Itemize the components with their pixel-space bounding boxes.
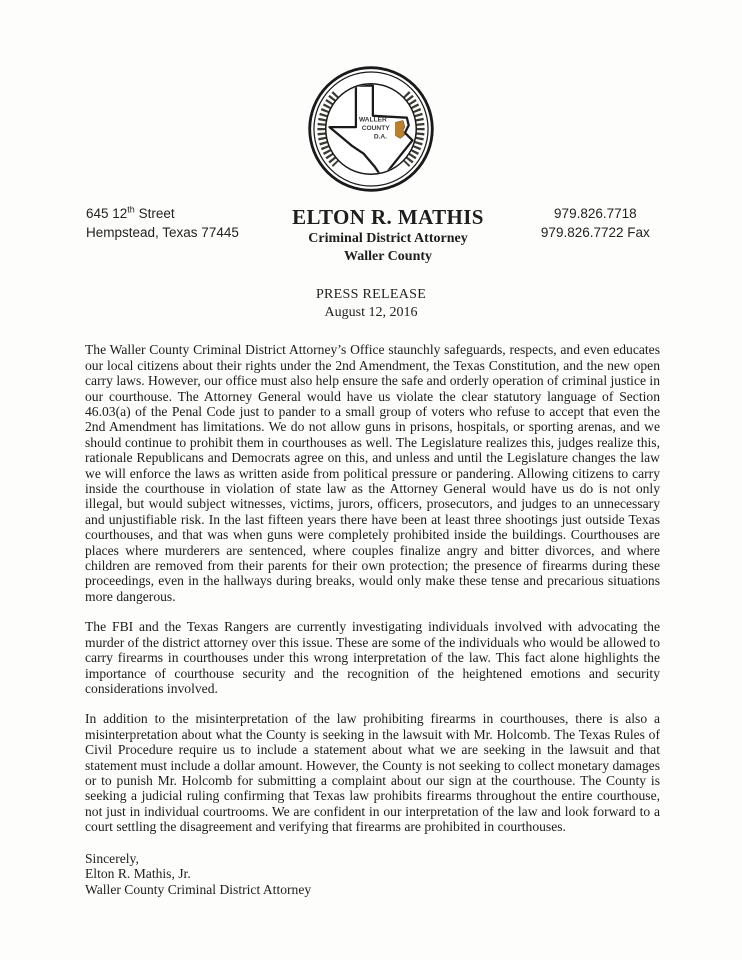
address-line-1: 645 12th Street	[86, 204, 175, 221]
county-da-seal-logo	[0, 0, 742, 195]
body-paragraph-1: The Waller County Criminal District Attorney’s Office staunchly safeguards, respects, and even educates our local citizens about their rights under the 2nd Amendment, the Texas Constitution, and the new open carry laws. However, our office must also help ensure the safe and orderly operation of criminal justice in our courthouse. The Attorney General would have us violate the clear statutory language of Section 46.03(a) of the Penal Code just to pander to a small group of voters who refuse to accept that even the 2nd Amendment has limitations. We do not allow guns in prisons, hospitals, or sporting arenas, and we should continue to prohibit them in courthouses as well. The Legislature realizes this, judges realize this, rationale Republicans and Democrats agree on this, and unless and until the Legislature changes the law we will enforce the laws as written aside from political pressure or pandering. Allowing citizens to carry inside the courthouse in violation of state law as the Attorney General would have us do is not only illegal, but would subject witnesses, victims, jurors, officers, prosecutors, and judges to an unnecessary and unjustifiable risk. In the last fifteen years there have been at least three shootings just outside Texas courthouses, and that was when guns were completely prohibited inside the buildings. Courthouses are places where murderers are sentenced, where couples finalize angry and bitter divorces, and where children are removed from their parents for their own protection; the presence of firearms during these proceedings, even in the hallways during breaks, would only make these tense and precarious situations more dangerous.	[85, 342, 660, 604]
officer-county: Waller County	[343, 249, 433, 265]
fax-number: 979.826.7722 Fax	[540, 224, 650, 240]
signature-title: Waller County Criminal District Attorney	[85, 881, 312, 897]
release-date: August 12, 2016	[324, 304, 418, 320]
seal-text-waller: WALLER	[358, 116, 387, 124]
officer-title: Criminal District Attorney	[308, 231, 468, 246]
address-line-2: Hempstead, Texas 77445	[86, 224, 239, 240]
letterhead-contact-block	[501, 205, 690, 243]
release-body	[0, 321, 742, 834]
release-heading	[0, 286, 742, 321]
ordinal-superscript: th	[127, 204, 135, 215]
letterhead	[0, 195, 742, 266]
body-paragraph-3: In addition to the misinterpretation of the law prohibiting firearms in courthouses, there is also a misinterpretation about what the County is seeking in the lawsuit with Mr. Holcomb. The Texas Rules of Civil Procedure require us to include a statement about what we are seeking in the lawsuit and that statement must include a dollar amount. However, the County is not seeking to collect monetary damages or to punish Mr. Holcomb for submitting a complaint about our sign at the courthouse. The County is seeking a judicial ruling confirming that Texas law prohibits firearms throughout the entire courthouse, not just in individual courtrooms. We are confident in our interpretation of the law and look forward to a court settling the disagreement and verifying that firearms are prohibited in courthouses.	[85, 711, 660, 835]
phone-number: 979.826.7718	[554, 206, 637, 221]
letterhead-address-block	[86, 205, 275, 243]
signature-block	[0, 850, 742, 898]
release-title: PRESS RELEASE	[315, 287, 427, 303]
waller-county-marker	[396, 121, 405, 139]
seal-text-county: COUNTY	[361, 124, 390, 132]
signature-closing: Sincerely,	[85, 850, 139, 866]
seal-text-da: D.A.	[373, 133, 388, 141]
waller-county-da-seal-icon	[305, 63, 437, 195]
officer-name: ELTON R. MATHIS	[292, 205, 484, 229]
signature-name: Elton R. Mathis, Jr.	[85, 866, 191, 882]
letterhead-name-block	[275, 205, 500, 266]
body-paragraph-2: The FBI and the Texas Rangers are currently investigating individuals involved with advocating the murder of the district attorney over this issue. These are some of the individuals who would be allowed to carry firearms in courthouses under this wrong interpretation of the law. This fact alone highlights the importance of courthouse security and the recognition of the heightened emotions and security considerations involved.	[85, 619, 660, 696]
